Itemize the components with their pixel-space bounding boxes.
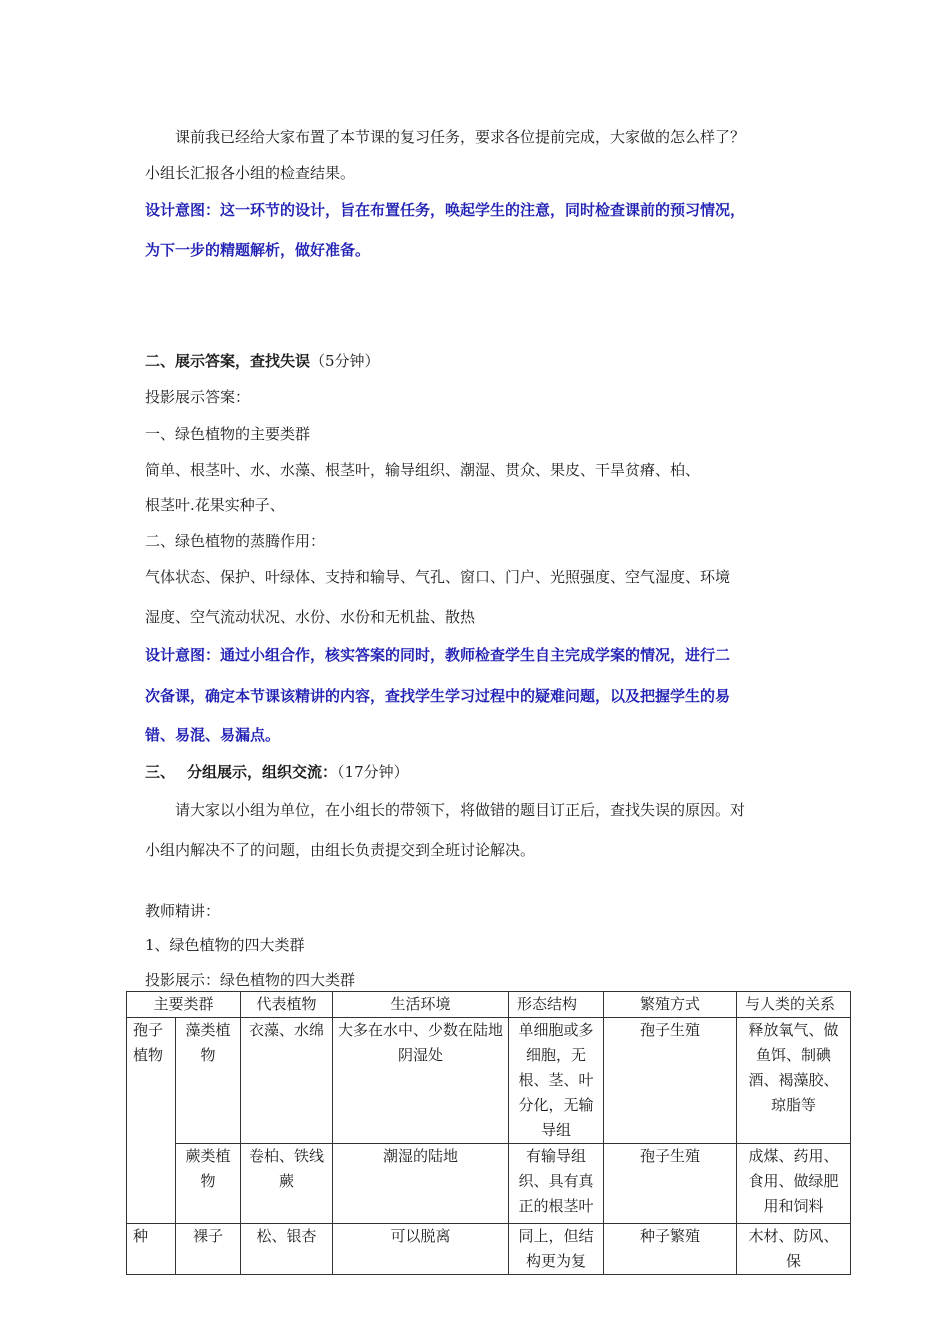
section-2-p2: 一、绿色植物的主要类群 [145, 425, 311, 443]
section-2-heading [145, 351, 380, 371]
design-intent-1b: 为下一步的精题解析，做好准备。 [145, 241, 371, 259]
plant-groups-table [126, 991, 851, 1275]
section-2-time: （5分钟） [310, 352, 380, 370]
algae-structure-cell: 单细胞或多细胞，无根、茎、叶分化，无输导组 [509, 1018, 604, 1144]
section-3-p1: 请大家以小组为单位，在小组长的带领下，将做错的题目订正后，查找失误的原因。对 [175, 801, 746, 819]
gymno-relation-cell: 木材、防风、保 [737, 1224, 851, 1275]
section-2-p6: 气体状态、保护、叶绿体、支持和输导、气孔、窗口、门户、光照强度、空气湿度、环境 [145, 568, 731, 586]
table-header-row [127, 992, 851, 1018]
section-3-heading [145, 762, 409, 782]
table-row-algae [127, 1018, 851, 1144]
algae-habitat-cell: 大多在水中、少数在陆地阴湿处 [333, 1018, 509, 1144]
design-intent-1a: 设计意图：这一环节的设计，旨在布置任务，唤起学生的注意，同时检查课前的预习情况， [145, 201, 746, 219]
table-header-cell: 形态结构 [509, 992, 604, 1018]
gymno-example-cell: 松、银杏 [241, 1224, 333, 1275]
section-3-title: 分组展示，组织交流： [187, 763, 338, 781]
table-header-cell: 与人类的关系 [737, 992, 851, 1018]
fern-name-cell: 蕨类植物 [176, 1144, 241, 1224]
design-intent-2c: 错、易混、易漏点。 [145, 726, 281, 744]
gymno-reproduction-cell: 种子繁殖 [604, 1224, 737, 1275]
fern-relation-cell: 成煤、药用、食用、做绿肥用和饲料 [737, 1144, 851, 1224]
gymno-structure-cell: 同上，但结构更为复 [509, 1224, 604, 1275]
table-header-cell: 繁殖方式 [604, 992, 737, 1018]
algae-relation-cell: 释放氧气、做鱼饵、制碘酒、褐藻胶、琼脂等 [737, 1018, 851, 1144]
fern-habitat-cell: 潮湿的陆地 [333, 1144, 509, 1224]
intro-line-1: 课前我已经给大家布置了本节课的复习任务，要求各位提前完成，大家做的怎么样了？ [175, 128, 746, 146]
fern-reproduction-cell: 孢子生殖 [604, 1144, 737, 1224]
intro-line-2: 小组长汇报各小组的检查结果。 [145, 164, 356, 182]
seed-group-cell: 种 [127, 1224, 176, 1275]
fern-example-cell: 卷柏、铁线蕨 [241, 1144, 333, 1224]
spore-group-cell: 孢子植物 [127, 1018, 176, 1224]
algae-example-cell: 衣藻、水绵 [241, 1018, 333, 1144]
gymno-name-cell: 裸子 [176, 1224, 241, 1275]
design-intent-2b: 次备课，确定本节课该精讲的内容，查找学生学习过程中的疑难问题，以及把握学生的易 [145, 687, 731, 705]
table-header-cell: 生活环境 [333, 992, 509, 1018]
section-2-p5: 二、绿色植物的蒸腾作用： [145, 532, 326, 550]
design-intent-2a: 设计意图：通过小组合作，核实答案的同时，教师检查学生自主完成学案的情况，进行二 [145, 646, 731, 664]
section-3-time: （17分钟） [337, 763, 409, 781]
section-2-p4: 根茎叶.花果实种子、 [145, 496, 285, 514]
table-header-cell: 主要类群 [127, 992, 241, 1018]
section-2-title: 二、展示答案，查找失误 [145, 352, 311, 370]
section-3-p4: 1、绿色植物的四大类群 [145, 936, 305, 954]
section-3-p2: 小组内解决不了的问题，由组长负责提交到全班讨论解决。 [145, 841, 536, 859]
section-2-p3: 简单、根茎叶、水、水藻、根茎叶，输导组织、潮湿、贯众、果皮、干旱贫瘠、柏、 [145, 461, 701, 479]
gymno-habitat-cell: 可以脱离 [333, 1224, 509, 1275]
section-3-p5: 投影展示：绿色植物的四大类群 [145, 971, 356, 989]
section-2-p1: 投影展示答案： [145, 388, 251, 406]
algae-name-cell: 藻类植物 [176, 1018, 241, 1144]
table-header-cell: 代表植物 [241, 992, 333, 1018]
section-2-p7: 湿度、空气流动状况、水份、水份和无机盐、散热 [145, 608, 476, 626]
fern-structure-cell: 有输导组织、具有真正的根茎叶 [509, 1144, 604, 1224]
table-row-fern [127, 1144, 851, 1224]
algae-reproduction-cell: 孢子生殖 [604, 1018, 737, 1144]
table-row-gymnosperm [127, 1224, 851, 1275]
section-3-p3: 教师精讲： [145, 902, 221, 920]
section-3-number: 三、 [145, 763, 176, 781]
